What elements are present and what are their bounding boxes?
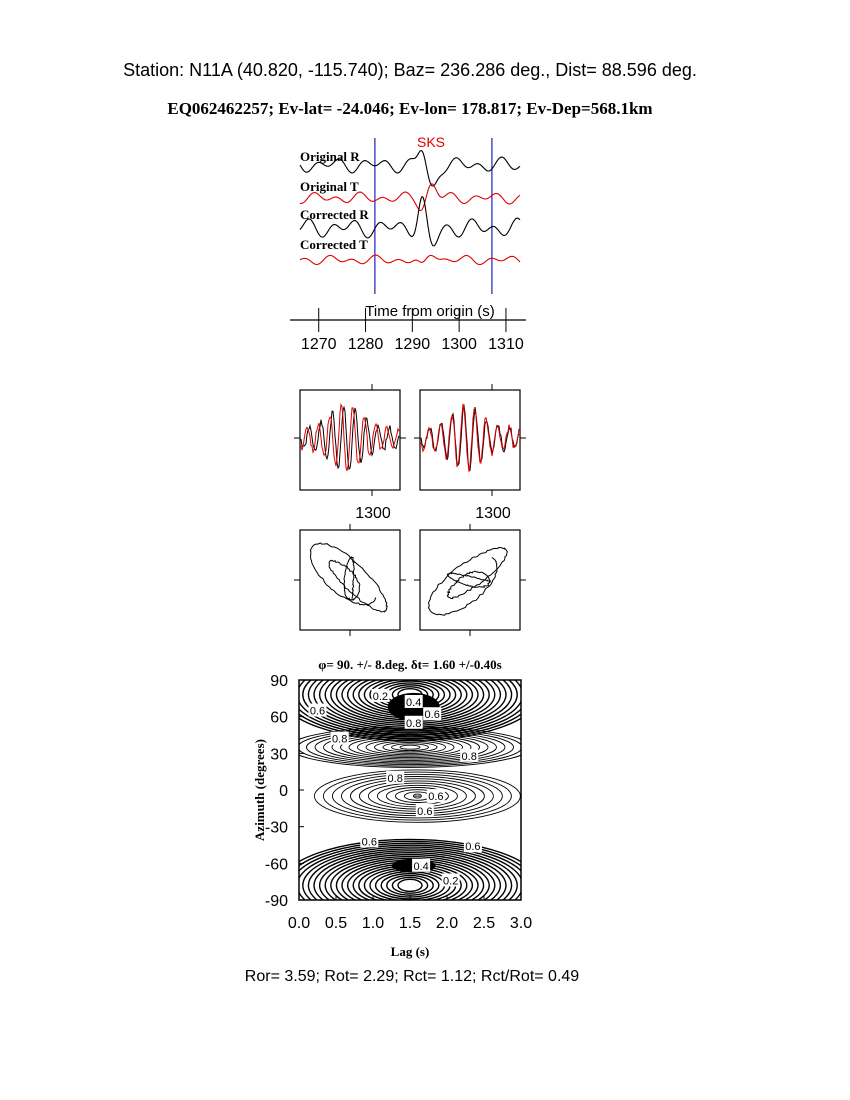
windowed-original-red (301, 405, 399, 471)
azimuth-tick-label: 30 (270, 746, 288, 764)
lag-tick-label: 1.0 (361, 915, 385, 932)
label-original-t: Original T (300, 179, 359, 194)
contour-label: 0.6 (424, 709, 440, 722)
lag-tick-label: 3.0 (509, 915, 533, 932)
phase-label: SKS (416, 134, 446, 150)
event-line: EQ062462257; Ev-lat= -24.046; Ev-lon= 178.817; Ev-Dep=568.1km (167, 99, 653, 118)
windowed-trace-panels (294, 384, 526, 522)
azimuth-axis-label: Azimuth (degrees) (252, 739, 267, 841)
ratio-summary: Ror= 3.59; Rot= 2.29; Rct= 1.12; Rct/Rot= 0.49 (244, 968, 580, 985)
azimuth-tick-label: -90 (264, 893, 288, 910)
windowed-box-corrected (420, 390, 520, 490)
label-corrected-r: Corrected R (300, 207, 369, 222)
contour-line (387, 876, 433, 896)
contour-label: 0.8 (387, 772, 403, 785)
label-corrected-t: Corrected T (300, 237, 368, 252)
contour-label: 0.4 (413, 860, 429, 873)
contour-panel (252, 649, 540, 959)
contour-label: 0.8 (406, 717, 422, 730)
lag-tick-label: 0.0 (287, 915, 311, 932)
time-tick-label: 1300 (441, 336, 477, 353)
pm-ticks (294, 524, 526, 636)
azimuth-tick-label: 0 (279, 783, 288, 800)
windowed-corrected-red (421, 404, 519, 472)
contour-label: 0.6 (417, 805, 433, 818)
particle-motion-corrected (428, 548, 507, 616)
time-axis-label: Time from origin (s) (365, 303, 495, 320)
trace-corrected-t (300, 255, 520, 265)
contour-label: 0.8 (332, 733, 348, 746)
contour-label: 0.6 (465, 841, 481, 854)
contour-label: 0.6 (309, 705, 326, 718)
lag-tick-label: 2.0 (435, 915, 459, 932)
windowed-tick-left: 1300 (355, 505, 391, 522)
contour-line (400, 745, 420, 749)
azimuth-tick-label: -30 (264, 819, 288, 837)
contour-label: 0.6 (361, 836, 377, 849)
label-original-r: Original R (300, 149, 360, 164)
lag-tick-label: 0.5 (324, 915, 348, 932)
contour-label: 0.2 (443, 875, 459, 888)
lag-tick-label: 2.5 (472, 915, 496, 932)
particle-motion-original (310, 543, 387, 612)
time-tick-label: 1310 (488, 336, 524, 353)
contour-label: 0.2 (372, 690, 389, 703)
time-tick-label: 1280 (347, 336, 384, 353)
contour-line (375, 741, 446, 753)
contour-lines (280, 649, 539, 931)
contour-label: 0.6 (428, 791, 444, 804)
contour-label: 0.4 (406, 697, 422, 709)
azimuth-tick-label: 60 (270, 709, 288, 727)
lag-tick-label: 1.5 (398, 915, 422, 932)
time-tick-label: 1270 (300, 336, 337, 353)
best-fit-title: φ= 90. +/- 8.deg. δt= 1.60 +/-0.40s (318, 657, 502, 672)
contour-line (366, 740, 454, 755)
contour-label: 0.8 (461, 750, 477, 763)
pm-box-corrected (420, 530, 520, 630)
azimuth-tick-label: 90 (270, 673, 288, 690)
particle-motion-panels (294, 524, 526, 636)
azimuth-tick-label: -60 (264, 856, 288, 874)
box-ticks (294, 384, 526, 496)
time-tick-label: 1290 (394, 336, 431, 353)
contour-line (398, 879, 422, 891)
station-line: Station: N11A (40.820, -115.740); Baz= 236.286 deg., Dist= 88.596 deg. (123, 60, 697, 80)
waveform-panel (290, 134, 526, 353)
lag-axis-label: Lag (s) (390, 944, 430, 959)
windowed-tick-right: 1300 (475, 505, 511, 522)
